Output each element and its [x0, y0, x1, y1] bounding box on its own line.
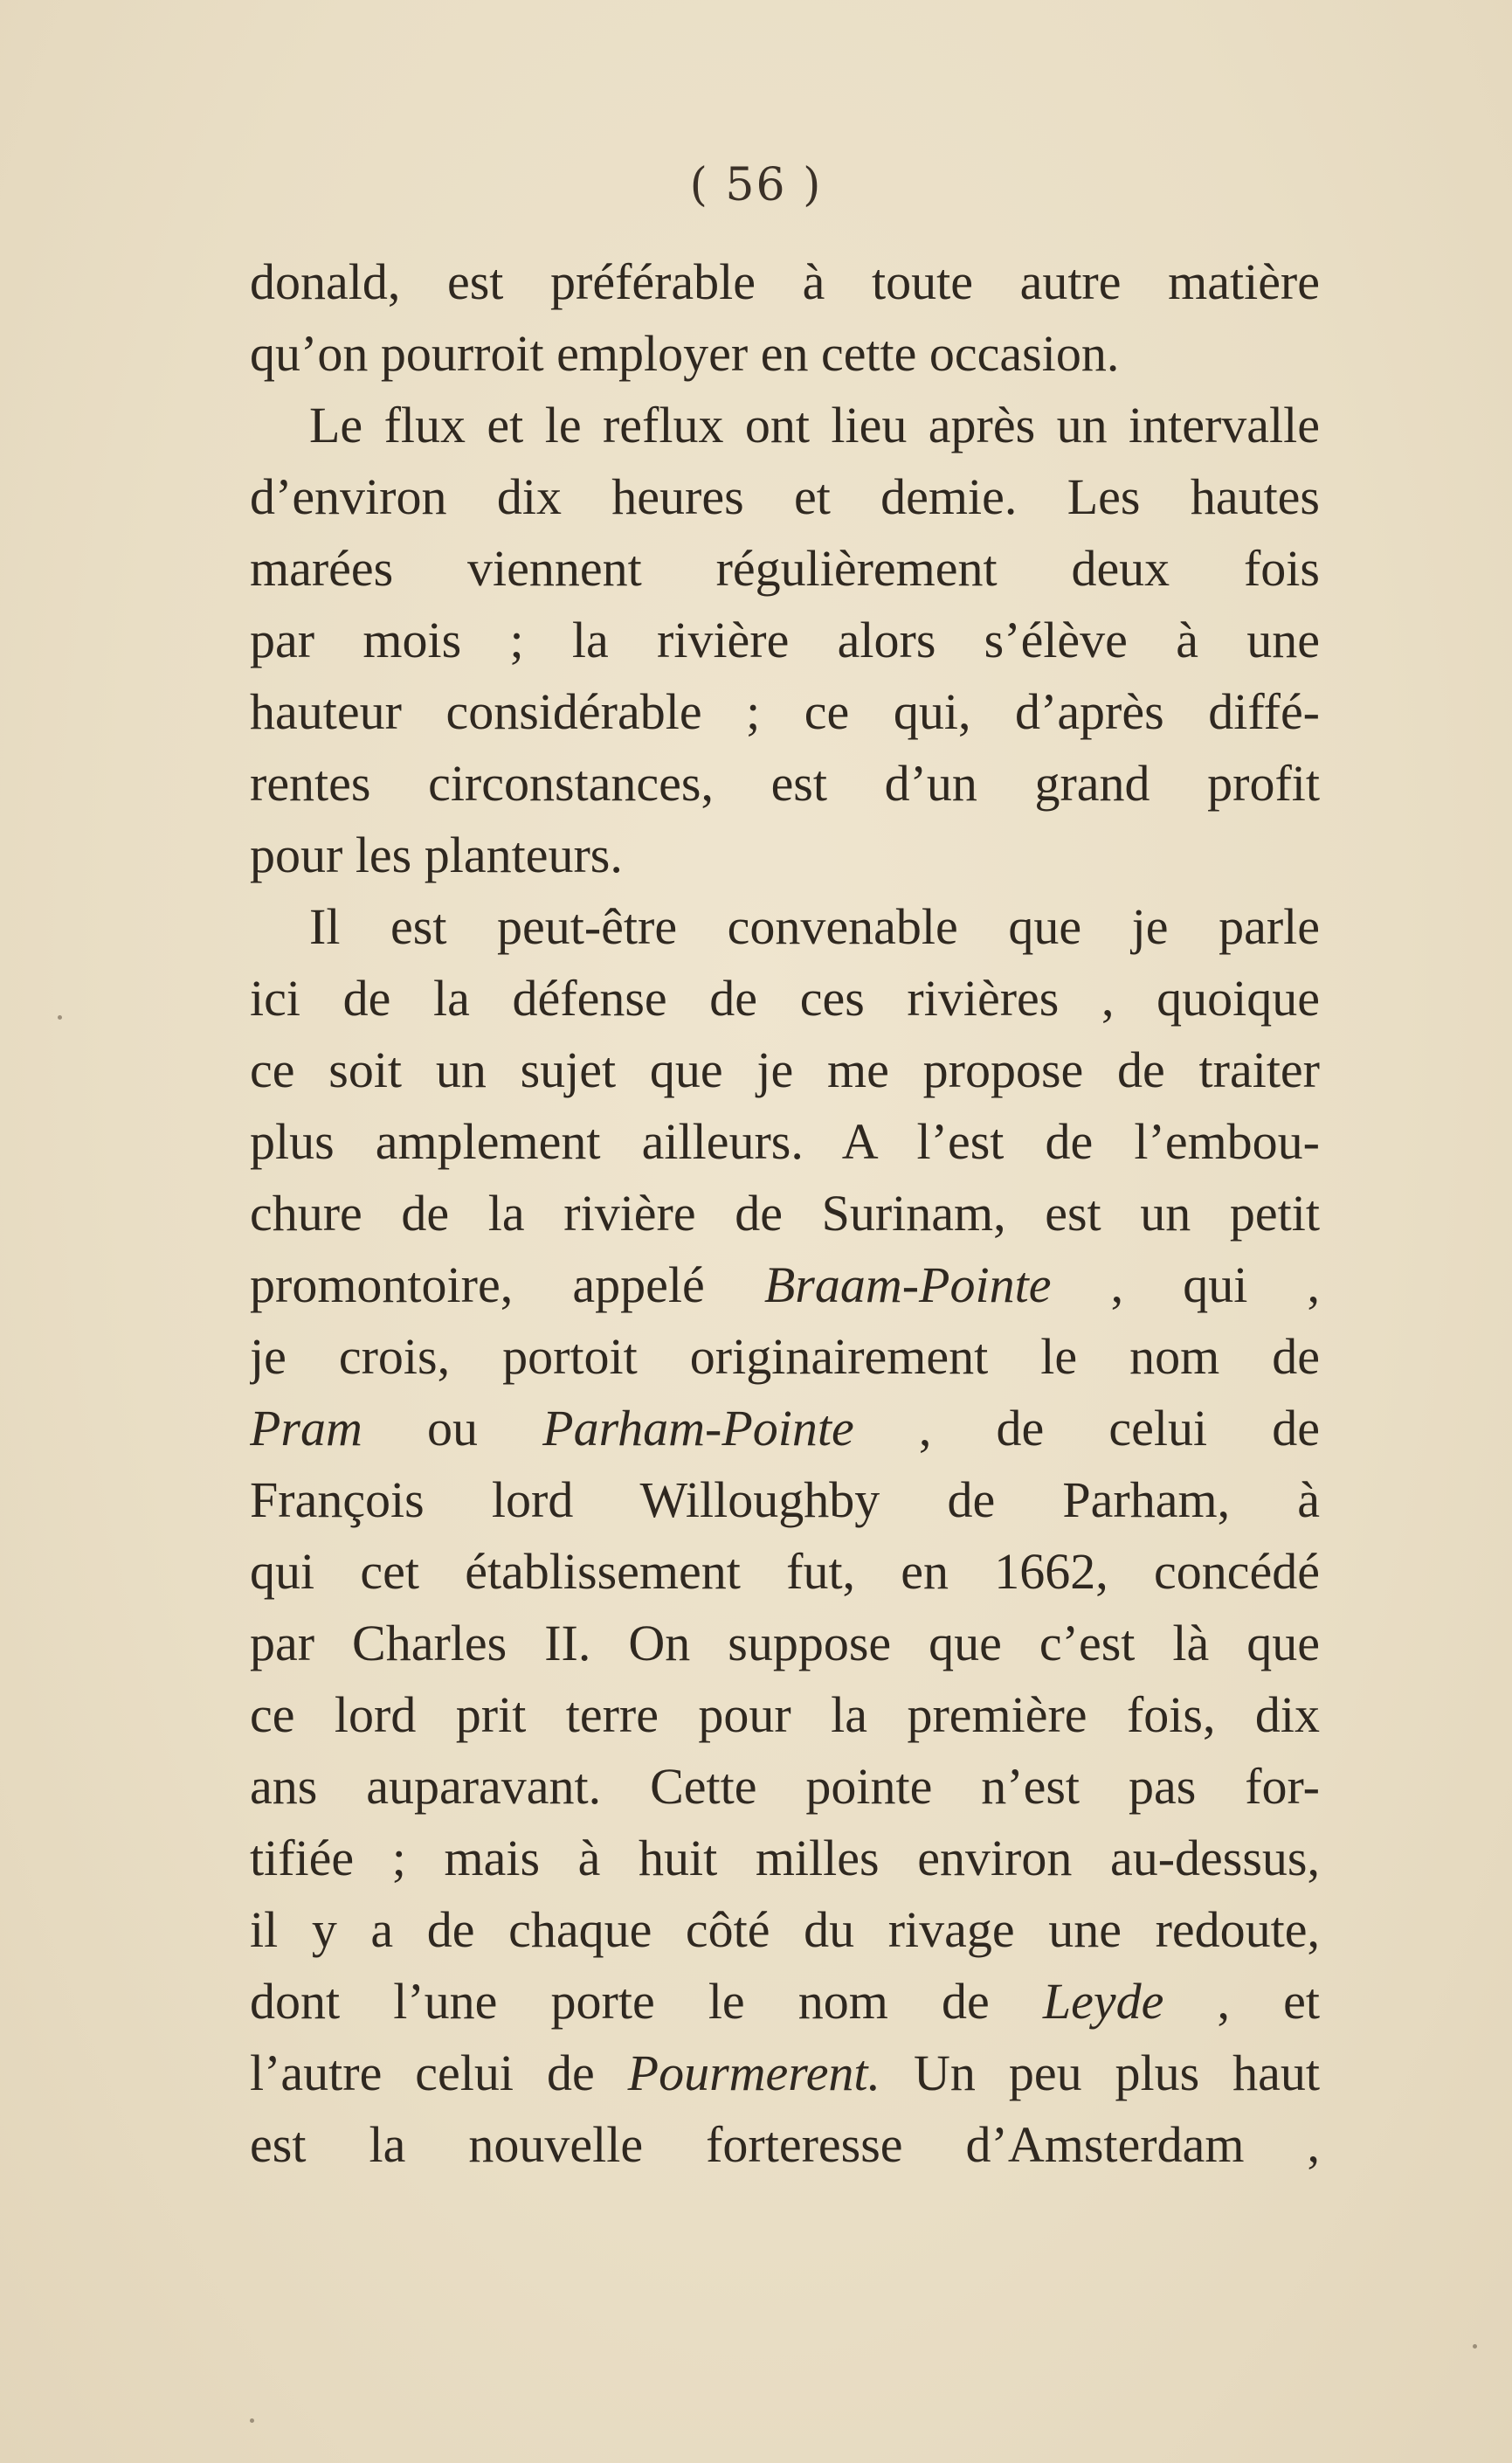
text-line	[250, 1536, 1320, 1608]
text-line	[250, 1608, 1320, 1679]
text-line	[250, 533, 1320, 605]
text-line	[250, 2109, 1320, 2181]
body-text	[250, 246, 1320, 2181]
text-line	[250, 1823, 1320, 1894]
text-run: , qui ,	[1051, 1256, 1320, 1313]
text-run: pour les planteurs.	[250, 827, 623, 883]
text-run: François lord Willoughby de Parham, à	[250, 1471, 1320, 1528]
text-line	[250, 1679, 1320, 1751]
italic-text: Parham-Pointe	[542, 1400, 854, 1456]
text-run: il y a de chaque côté du rivage une redoute,	[250, 1901, 1320, 1958]
text-run: marées viennent régulièrement deux fois	[250, 540, 1320, 597]
text-run: plus amplement ailleurs. A l’est de l’embou-	[250, 1113, 1320, 1170]
text-run: d’environ dix heures et demie. Les hautes	[250, 468, 1320, 525]
text-line	[250, 605, 1320, 676]
italic-text: Leyde	[1042, 1973, 1164, 2030]
paper-speck	[250, 2418, 254, 2423]
text-run: hauteur considérable ; ce qui, d’après diffé-	[250, 683, 1320, 740]
text-run: tifiée ; mais à huit milles environ au-dessus,	[250, 1830, 1320, 1886]
text-run: chure de la rivière de Surinam, est un petit	[250, 1185, 1320, 1242]
text-line	[250, 891, 1320, 963]
text-line	[250, 2038, 1320, 2109]
text-run: qu’on pourroit employer en cette occasion.	[250, 325, 1120, 382]
text-line	[250, 1321, 1320, 1393]
text-line	[250, 1751, 1320, 1823]
text-run: ce lord prit terre pour la première fois, dix	[250, 1686, 1320, 1743]
text-line	[250, 1464, 1320, 1536]
text-line	[250, 676, 1320, 748]
text-run: , de celui de	[853, 1400, 1320, 1456]
text-run: promontoire, appelé	[250, 1256, 764, 1313]
text-line	[250, 246, 1320, 318]
text-line	[250, 1966, 1320, 2038]
text-run: est la nouvelle forteresse d’Amsterdam ,	[250, 2116, 1320, 2173]
text-run: l’autre celui de	[250, 2044, 628, 2101]
text-run: Le flux et le reflux ont lieu après un intervalle	[309, 397, 1320, 453]
text-run: ou	[362, 1400, 543, 1456]
text-line	[250, 1894, 1320, 1966]
text-line	[250, 820, 1320, 891]
text-run: Il est peut-être convenable que je parle	[309, 898, 1320, 955]
text-line	[250, 748, 1320, 820]
paper-speck	[1473, 2344, 1477, 2349]
text-line	[250, 1034, 1320, 1106]
text-run: dont l’une porte le nom de	[250, 1973, 1043, 2030]
text-run: donald, est préférable à toute autre matière	[250, 253, 1320, 310]
page-number: ( 56 )	[689, 159, 823, 211]
text-run: par Charles II. On suppose que c’est là que	[250, 1615, 1320, 1671]
text-line	[250, 1106, 1320, 1178]
text-run: ans auparavant. Cette pointe n’est pas for-	[250, 1758, 1320, 1815]
italic-text: Pourmerent.	[627, 2044, 881, 2101]
text-line	[250, 461, 1320, 533]
text-line	[250, 1178, 1320, 1249]
text-run: qui cet établissement fut, en 1662, concédé	[250, 1543, 1320, 1600]
text-run: rentes circonstances, est d’un grand profit	[250, 755, 1320, 812]
text-line	[250, 1249, 1320, 1321]
text-run: , et	[1163, 1973, 1320, 2030]
text-run: par mois ; la rivière alors s’élève à une	[250, 612, 1320, 668]
text-line	[250, 1393, 1320, 1464]
text-run: je crois, portoit originairement le nom de	[250, 1328, 1320, 1385]
text-run: ce soit un sujet que je me propose de traiter	[250, 1041, 1320, 1098]
italic-text: Braam-Pointe	[763, 1256, 1052, 1313]
italic-text: Pram	[250, 1400, 362, 1456]
text-line	[250, 318, 1320, 390]
text-line	[250, 390, 1320, 461]
text-run: ici de la défense de ces rivières , quoique	[250, 970, 1320, 1027]
text-line	[250, 963, 1320, 1034]
paper-speck	[58, 1015, 62, 1020]
text-run: Un peu plus haut	[880, 2044, 1320, 2101]
